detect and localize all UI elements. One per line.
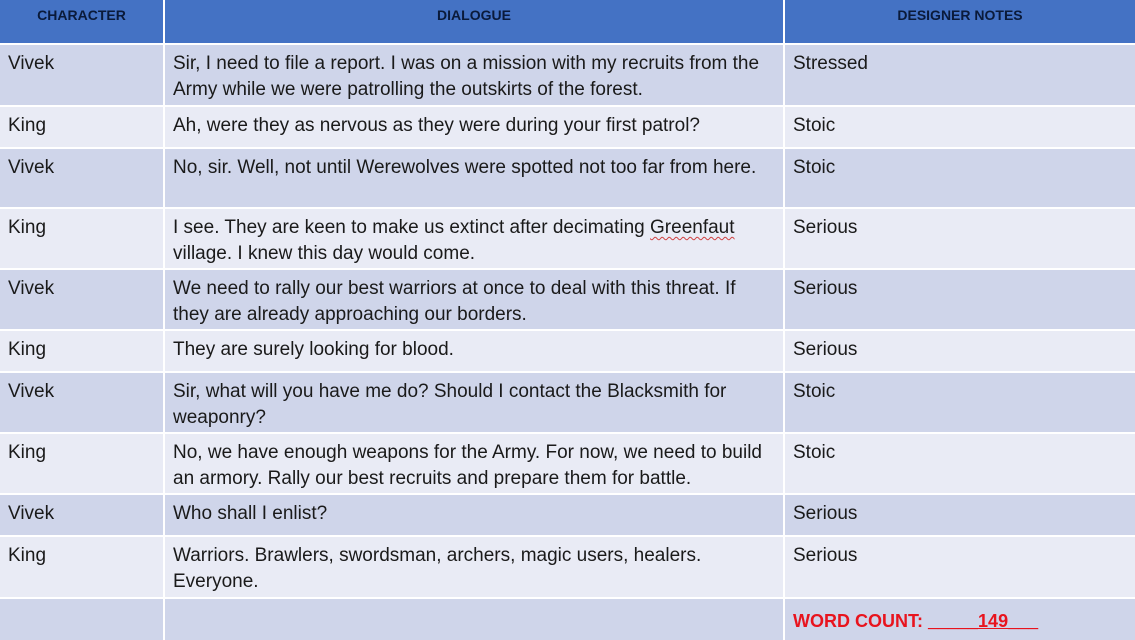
word-count-blank-trail: ___ [1008,611,1039,631]
table-row [0,495,1135,537]
dialogue-cell: Sir, what will you have me do? Should I contact the Blacksmith for weaponry? [165,373,785,432]
table-row [0,107,1135,149]
character-cell: Vivek [0,495,165,535]
word-count-value: 149 [978,611,1009,631]
character-cell: Vivek [0,45,165,105]
character-cell: King [0,107,165,147]
dialogue-text: I see. They are keen to make us extinct after decimating [173,217,651,238]
character-cell: Vivek [0,149,165,207]
table-row [0,45,1135,107]
notes-cell: Serious [793,217,858,238]
notes-cell: Serious [793,503,858,524]
table-row [0,537,1135,599]
notes-cell: Stoic [793,442,836,463]
table-header-row [0,0,1135,45]
character-cell: King [0,209,165,268]
header-designer-notes: DESIGNER NOTES [897,7,1023,23]
character-cell: Vivek [0,270,165,329]
table-row [0,209,1135,270]
notes-cell: Stoic [793,157,836,178]
spellcheck-flagged-word: Greenfaut [650,217,735,238]
table-row [0,331,1135,373]
character-cell: King [0,331,165,371]
dialogue-text: village. I knew this day would come. [173,243,476,264]
notes-cell: Stoic [793,115,836,136]
notes-cell: Stoic [793,381,836,402]
dialogue-cell: Ah, were they as nervous as they were during your first patrol? [165,107,785,147]
notes-cell: Stressed [793,53,868,74]
dialogue-cell: They are surely looking for blood. [165,331,785,371]
dialogue-cell: We need to rally our best warriors at once to deal with this threat. If they are already approaching our borders. [165,270,785,329]
dialogue-cell: No, sir. Well, not until Werewolves were spotted not too far from here. [165,149,785,207]
header-dialogue: DIALOGUE [165,0,785,43]
word-count [785,599,1135,640]
word-count-row [0,599,1135,640]
empty-cell [165,599,785,640]
table-row [0,434,1135,495]
notes-cell: Serious [793,545,858,566]
character-cell: King [0,434,165,493]
empty-cell [0,599,165,640]
header-character: CHARACTER [0,0,165,43]
table-row [0,149,1135,209]
table-row [0,373,1135,434]
dialogue-cell: Who shall I enlist? [165,495,785,535]
dialogue-cell: Warriors. Brawlers, swordsman, archers, magic users, healers. Everyone. [165,537,785,597]
character-cell: Vivek [0,373,165,432]
notes-cell: Serious [793,339,858,360]
word-count-blank-lead: _____ [927,611,979,631]
notes-cell: Serious [793,278,858,299]
dialogue-cell: No, we have enough weapons for the Army. For now, we need to build an armory. Rally our best recruits and prepare them for battle. [165,434,785,493]
character-cell: King [0,537,165,597]
dialogue-cell [165,209,785,268]
table-row [0,270,1135,331]
word-count-label: WORD COUNT: [793,611,928,631]
dialogue-cell: Sir, I need to file a report. I was on a mission with my recruits from the Army while we were patrolling the outskirts of the forest. [165,45,785,105]
